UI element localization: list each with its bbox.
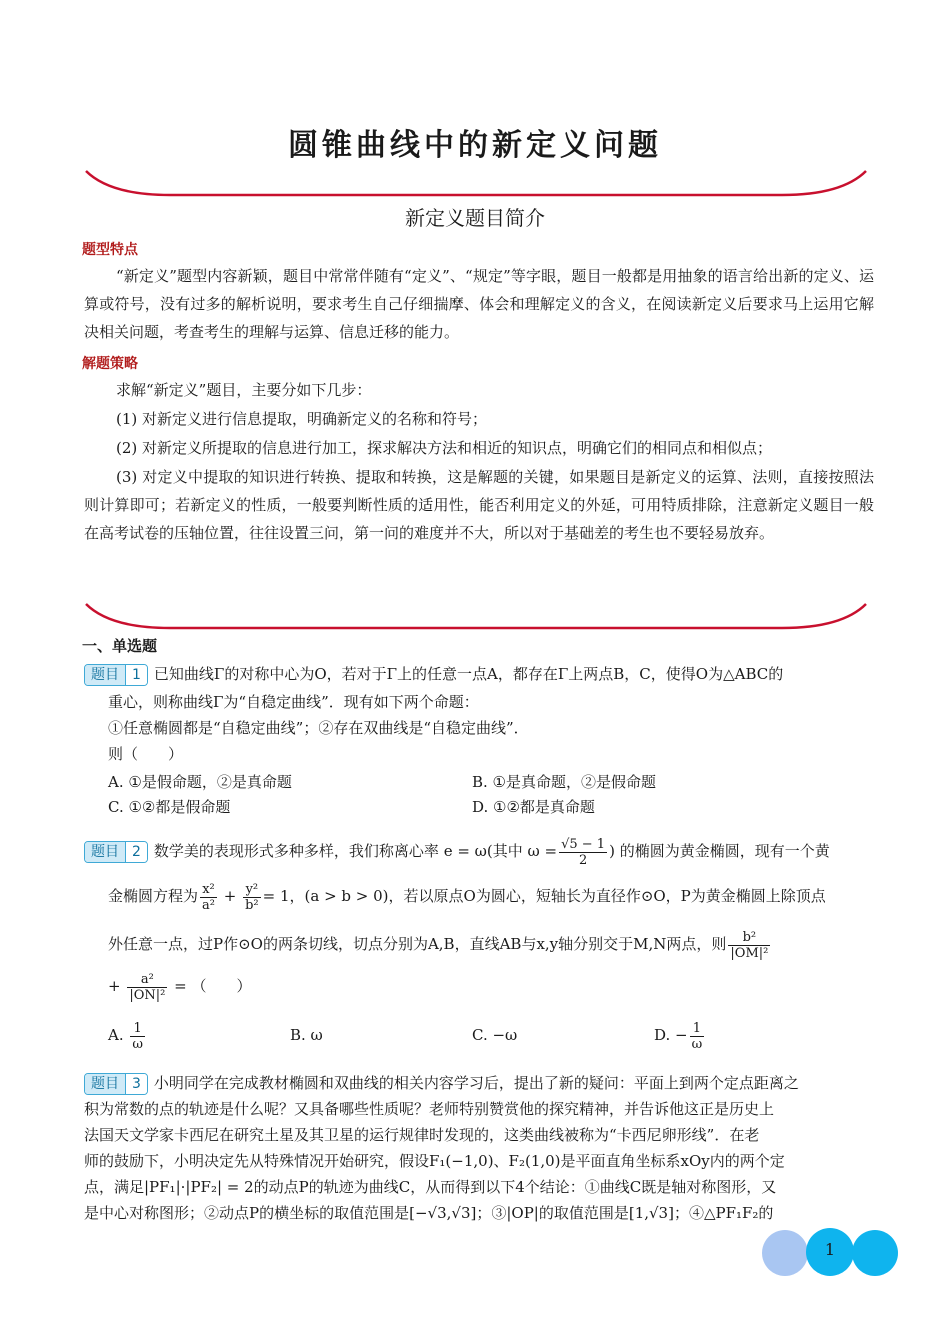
strategy-step-3: (3) 对定义中提取的知识进行转换、提取和转换，这是解题的关键，如果题目是新定义的运算、法则，直接按照法则计算即可；若新定义的性质，一般要判断性质的适用性，能否利用定义的外延，可用特质排除，注意新定义题目一般在高考试卷的压轴位置，往往设置三问，第一问的难度并不大，所以对于基础差的考生也不要轻易放弃。: [84, 468, 874, 542]
page-circle-decor: [762, 1230, 808, 1276]
strategy-intro: 求解“新定义”题目，主要分如下几步：: [116, 381, 372, 399]
question-1-option-a[interactable]: A. ①是假命题，②是真命题: [108, 773, 292, 791]
fraction-numerator: a²: [127, 972, 167, 988]
question-1-option-d[interactable]: D. ①②都是真命题: [472, 798, 595, 816]
question-3-line-3: 法国天文学家卡西尼在研究土星及其卫星的运行规律时发现的，这类曲线被称为“卡西尼卵形线”．在老: [84, 1126, 760, 1144]
strategy-step-1: (1) 对新定义进行信息提取，明确新定义的名称和符号；: [116, 410, 488, 428]
option-letter: D. −: [654, 1026, 688, 1044]
question-1-option-b[interactable]: B. ①是真命题，②是假命题: [472, 773, 657, 791]
question-3-line-5: 点，满足|PF₁|·|PF₂| = 2的动点P的轨迹为曲线C，从而得到以下4个结论：①曲线C既是轴对称图形，又: [84, 1178, 777, 1196]
question-2-option-c[interactable]: C. −ω: [472, 1026, 518, 1044]
question-text: 金椭圆方程为: [108, 887, 199, 905]
question-text: = （ ）: [174, 977, 252, 995]
fraction-numerator: 1: [690, 1021, 705, 1037]
question-text: ) 的椭圆为黄金椭圆，现有一个黄: [609, 842, 830, 860]
question-badge: [84, 1073, 148, 1095]
badge-label: 题目: [85, 665, 125, 685]
fraction-denominator: |OM|²: [730, 945, 769, 961]
badge-number: 2: [125, 842, 147, 862]
fraction-denominator: |ON|²: [129, 987, 166, 1003]
features-text: “新定义”题型内容新颖，题目中常常伴随有“定义”、“规定”等字眼，题目一般都是用抽象的语言给出新的定义、运算或符号，没有过多的解析说明，要求考生自己仔细揣摩、体会和理解定义的含义，在阅读新定义后要求马上运用它解决相关问题，考查考生的理解与运算、信息迁移的能力。: [84, 267, 874, 341]
header-arc-divider: [80, 165, 872, 201]
question-badge: [84, 841, 148, 863]
question-2-line-2: 金椭圆方程为 $\frac{\text{x²}}{\text{a²}}$ + $\frac{\text{y²}}{\text{b²}}$ = 1，(a > b > 0)，若以原点O为圆心，短轴长为直径作⊙O，P为黄金椭圆上除顶点: [108, 881, 826, 913]
question-2-option-b[interactable]: B. ω: [290, 1026, 323, 1044]
question-3-line-4: 师的鼓励下，小明决定先从特殊情况开始研究，假设F₁(−1,0)、F₂(1,0)是平面直角坐标系xOy内的两个定: [84, 1152, 785, 1170]
question-1-line-1: [84, 662, 874, 686]
question-1-line-2: 重心，则称曲线Γ为“自稳定曲线”．现有如下两个命题：: [108, 693, 479, 711]
badge-number: 1: [125, 665, 147, 685]
question-2-line-1: [84, 832, 874, 870]
section-arc-divider: [80, 598, 872, 634]
fraction-numerator: b²: [728, 930, 770, 946]
question-2-line-3: [108, 924, 898, 964]
fraction-denominator: b²: [245, 897, 259, 913]
question-1-line-3: ①任意椭圆都是“自稳定曲线”；②存在双曲线是“自稳定曲线”．: [108, 719, 529, 737]
question-3-line-2: 积为常数的点的轨迹是什么呢？又具备哪些性质呢？老师特别赞赏他的探究精神，并告诉他这正是历史上: [84, 1100, 775, 1118]
x-term-fraction: [200, 882, 217, 913]
features-label: 题型特点: [82, 242, 138, 258]
fraction-numerator: 1: [130, 1021, 145, 1037]
question-1-line-4: 则（ ）: [108, 745, 184, 763]
question-3-line-6: 是中心对称图形；②动点P的横坐标的取值范围是[−√3,√3]；③|OP|的取值范围是[1,√3]；④△PF₁F₂的: [84, 1204, 774, 1222]
option-letter: A.: [108, 1026, 124, 1044]
question-badge: [84, 664, 148, 686]
section-title: 新定义题目简介: [405, 206, 545, 230]
question-2-line-4: + $\frac{\text{a²}}{\text{|ON|²}}$ = （ ）: [108, 971, 252, 1003]
page-number: 1: [824, 1240, 836, 1259]
question-text: 外任意一点，过P作⊙O的两条切线，切点分别为A,B，直线AB与x,y轴分别交于M,N两点，则: [108, 935, 727, 953]
fraction-numerator: √5 − 1: [561, 836, 606, 852]
fraction-denominator: ω: [132, 1036, 143, 1052]
page-circle-decor: [852, 1230, 898, 1276]
fraction-denominator: 2: [578, 852, 588, 868]
badge-number: 3: [125, 1074, 147, 1094]
y-term-fraction: [243, 882, 261, 913]
question-1-option-c[interactable]: C. ①②都是假命题: [108, 798, 231, 816]
fraction-denominator: ω: [691, 1036, 703, 1052]
question-2-option-a[interactable]: [108, 1017, 147, 1053]
question-text: 小明同学在完成教材椭圆和双曲线的相关内容学习后，提出了新的疑问：平面上到两个定点距离之: [153, 1074, 799, 1092]
question-3-line-1: [84, 1071, 874, 1095]
badge-label: 题目: [85, 842, 125, 862]
question-2-option-d[interactable]: [654, 1017, 706, 1053]
fraction-denominator: a²: [202, 897, 215, 913]
om-fraction: [728, 930, 770, 961]
question-text: 数学美的表现形式多种多样，我们称离心率 e = ω(其中 ω =: [153, 842, 558, 860]
part-label: 一、单选题: [82, 637, 158, 655]
fraction-numerator: x²: [200, 882, 217, 898]
question-text: 已知曲线Γ的对称中心为O，若对于Γ上的任意一点A，都存在Γ上两点B，C，使得O为△ABC的: [153, 665, 784, 683]
on-fraction: [127, 972, 167, 1003]
option-d-fraction: [690, 1021, 705, 1052]
strategy-step-2: (2) 对新定义所提取的信息进行加工，探求解决方法和相近的知识点，明确它们的相同点和相似点；: [116, 439, 773, 457]
document-title: 圆锥曲线中的新定义问题: [288, 128, 662, 163]
badge-label: 题目: [85, 1074, 125, 1094]
option-a-fraction: [130, 1021, 145, 1052]
question-text: = 1，(a > b > 0)，若以原点O为圆心，短轴长为直径作⊙O，P为黄金椭圆上除顶点: [262, 887, 826, 905]
strategy-label: 解题策略: [82, 356, 138, 372]
golden-ratio-fraction: [559, 837, 607, 868]
fraction-numerator: y²: [243, 882, 261, 898]
